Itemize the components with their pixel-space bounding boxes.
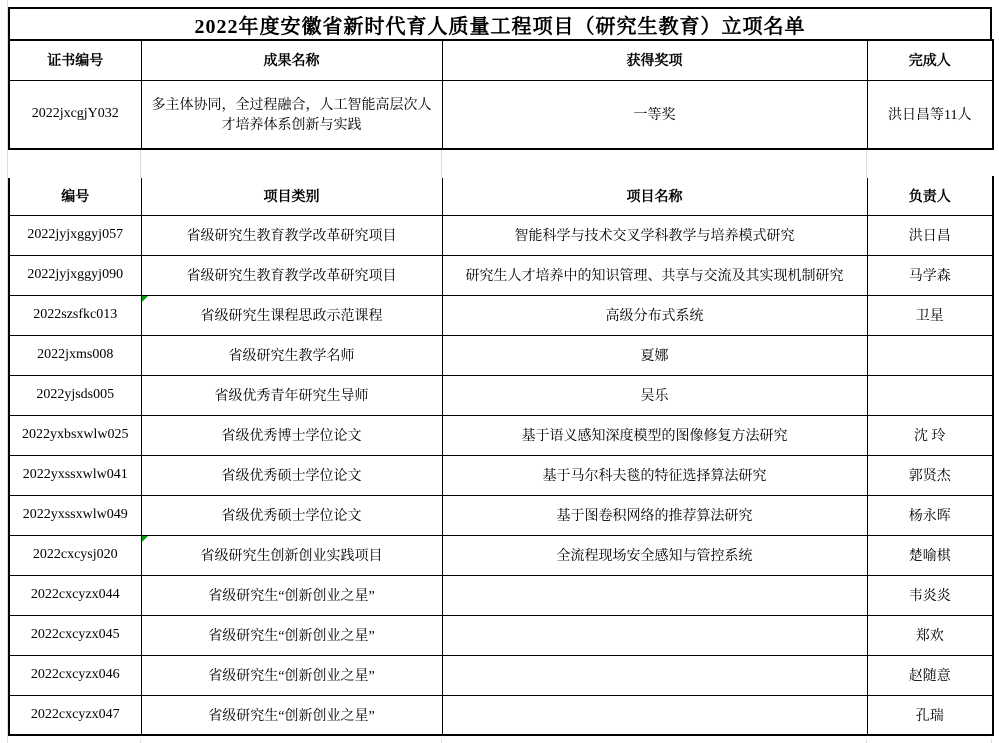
column-header[interactable]: 证书编号 bbox=[9, 40, 141, 80]
id-cell[interactable]: 2022jxms008 bbox=[9, 335, 141, 375]
table-row bbox=[9, 295, 993, 335]
gridline-vertical bbox=[140, 739, 141, 743]
cell[interactable]: 省级研究生教育教学改革研究项目 bbox=[141, 215, 442, 255]
cell[interactable] bbox=[867, 375, 993, 415]
cell[interactable]: 省级研究生课程思政示范课程 bbox=[141, 295, 442, 335]
cell[interactable]: 郭贤杰 bbox=[867, 455, 993, 495]
cell[interactable]: 孔瑞 bbox=[867, 695, 993, 735]
column-header[interactable]: 负责人 bbox=[867, 177, 993, 215]
id-cell[interactable]: 2022jxcgjY032 bbox=[9, 80, 141, 149]
cell[interactable]: 韦炎炎 bbox=[867, 575, 993, 615]
cell[interactable]: 基于马尔科夫毯的特征选择算法研究 bbox=[442, 455, 867, 495]
table-row bbox=[9, 255, 993, 295]
cell[interactable]: 省级优秀青年研究生导师 bbox=[141, 375, 442, 415]
cell[interactable] bbox=[867, 335, 993, 375]
cell[interactable] bbox=[442, 615, 867, 655]
cell[interactable]: 省级优秀博士学位论文 bbox=[141, 415, 442, 455]
cell[interactable]: 省级研究生“创新创业之星” bbox=[141, 615, 442, 655]
id-cell[interactable]: 2022cxcyzx044 bbox=[9, 575, 141, 615]
cell[interactable]: 沈 玲 bbox=[867, 415, 993, 455]
table-row bbox=[9, 215, 993, 255]
table-row bbox=[9, 335, 993, 375]
id-cell[interactable]: 2022cxcysj020 bbox=[9, 535, 141, 575]
cell[interactable]: 一等奖 bbox=[442, 80, 867, 149]
gridline-vertical bbox=[991, 739, 992, 743]
gridline-vertical bbox=[140, 150, 141, 178]
cell[interactable]: 赵随意 bbox=[867, 655, 993, 695]
cell[interactable]: 楚喻棋 bbox=[867, 535, 993, 575]
cell[interactable]: 卫星 bbox=[867, 295, 993, 335]
table-row bbox=[9, 575, 993, 615]
cell[interactable]: 省级研究生“创新创业之星” bbox=[141, 655, 442, 695]
id-cell[interactable]: 2022cxcyzx047 bbox=[9, 695, 141, 735]
column-header[interactable]: 完成人 bbox=[867, 40, 993, 80]
cell[interactable]: 高级分布式系统 bbox=[442, 295, 867, 335]
table-row bbox=[9, 655, 993, 695]
header-row bbox=[9, 177, 993, 215]
document-table-area bbox=[8, 7, 992, 736]
table-row bbox=[9, 495, 993, 535]
cell[interactable]: 马学森 bbox=[867, 255, 993, 295]
column-header[interactable]: 编号 bbox=[9, 177, 141, 215]
header-row bbox=[9, 40, 993, 80]
cell[interactable]: 基于语义感知深度模型的图像修复方法研究 bbox=[442, 415, 867, 455]
award-table bbox=[8, 39, 994, 150]
cell[interactable]: 省级研究生创新创业实践项目 bbox=[141, 535, 442, 575]
cell[interactable]: 省级优秀硕士学位论文 bbox=[141, 455, 442, 495]
below-table-gridlines bbox=[8, 739, 992, 743]
cell[interactable]: 研究生人才培养中的知识管理、共享与交流及其实现机制研究 bbox=[442, 255, 867, 295]
column-header[interactable]: 获得奖项 bbox=[442, 40, 867, 80]
id-cell[interactable]: 2022yjsds005 bbox=[9, 375, 141, 415]
project-table-body bbox=[9, 215, 993, 735]
gridline-vertical bbox=[441, 150, 442, 178]
column-header[interactable]: 项目名称 bbox=[442, 177, 867, 215]
gridline-vertical bbox=[866, 150, 867, 178]
table-row bbox=[9, 415, 993, 455]
award-table-header bbox=[9, 40, 993, 80]
table-row bbox=[9, 695, 993, 735]
column-header[interactable]: 项目类别 bbox=[141, 177, 442, 215]
table-row bbox=[9, 615, 993, 655]
cell[interactable]: 郑欢 bbox=[867, 615, 993, 655]
cell[interactable]: 省级研究生“创新创业之星” bbox=[141, 695, 442, 735]
cell[interactable]: 基于图卷积网络的推荐算法研究 bbox=[442, 495, 867, 535]
cell[interactable]: 洪日昌 bbox=[867, 215, 993, 255]
column-header[interactable]: 成果名称 bbox=[141, 40, 442, 80]
cell[interactable]: 全流程现场安全感知与管控系统 bbox=[442, 535, 867, 575]
cell[interactable]: 洪日昌等11人 bbox=[867, 80, 993, 149]
cell-error-indicator-icon bbox=[142, 296, 148, 302]
id-cell[interactable]: 2022cxcyzx046 bbox=[9, 655, 141, 695]
id-cell[interactable]: 2022yxbsxwlw025 bbox=[9, 415, 141, 455]
empty-spreadsheet-row[interactable] bbox=[8, 150, 992, 178]
id-cell[interactable]: 2022jyjxggyj057 bbox=[9, 215, 141, 255]
cell[interactable]: 省级研究生教学名师 bbox=[141, 335, 442, 375]
cell[interactable] bbox=[442, 655, 867, 695]
cell[interactable]: 多主体协同，全过程融合，人工智能高层次人才培养体系创新与实践 bbox=[141, 80, 442, 149]
id-cell[interactable]: 2022szsfkc013 bbox=[9, 295, 141, 335]
cell-error-indicator-icon bbox=[142, 536, 148, 542]
id-cell[interactable]: 2022jyjxggyj090 bbox=[9, 255, 141, 295]
cell[interactable]: 省级研究生教育教学改革研究项目 bbox=[141, 255, 442, 295]
cell[interactable]: 智能科学与技术交叉学科教学与培养模式研究 bbox=[442, 215, 867, 255]
cell[interactable]: 省级优秀硕士学位论文 bbox=[141, 495, 442, 535]
cell[interactable]: 夏娜 bbox=[442, 335, 867, 375]
id-cell[interactable]: 2022yxssxwlw041 bbox=[9, 455, 141, 495]
table-row bbox=[9, 375, 993, 415]
gridline-vertical bbox=[866, 739, 867, 743]
page-title: 2022年度安徽省新时代育人质量工程项目（研究生教育）立项名单 bbox=[8, 7, 992, 41]
table-row bbox=[9, 80, 993, 149]
id-cell[interactable]: 2022yxssxwlw049 bbox=[9, 495, 141, 535]
table-row bbox=[9, 455, 993, 495]
cell[interactable]: 省级研究生“创新创业之星” bbox=[141, 575, 442, 615]
award-table-body bbox=[9, 80, 993, 149]
cell[interactable] bbox=[442, 575, 867, 615]
project-table bbox=[8, 176, 994, 736]
table-row bbox=[9, 535, 993, 575]
gridline-vertical bbox=[441, 739, 442, 743]
id-cell[interactable]: 2022cxcyzx045 bbox=[9, 615, 141, 655]
cell[interactable]: 杨永晖 bbox=[867, 495, 993, 535]
project-table-header bbox=[9, 177, 993, 215]
cell[interactable]: 吴乐 bbox=[442, 375, 867, 415]
cell[interactable] bbox=[442, 695, 867, 735]
